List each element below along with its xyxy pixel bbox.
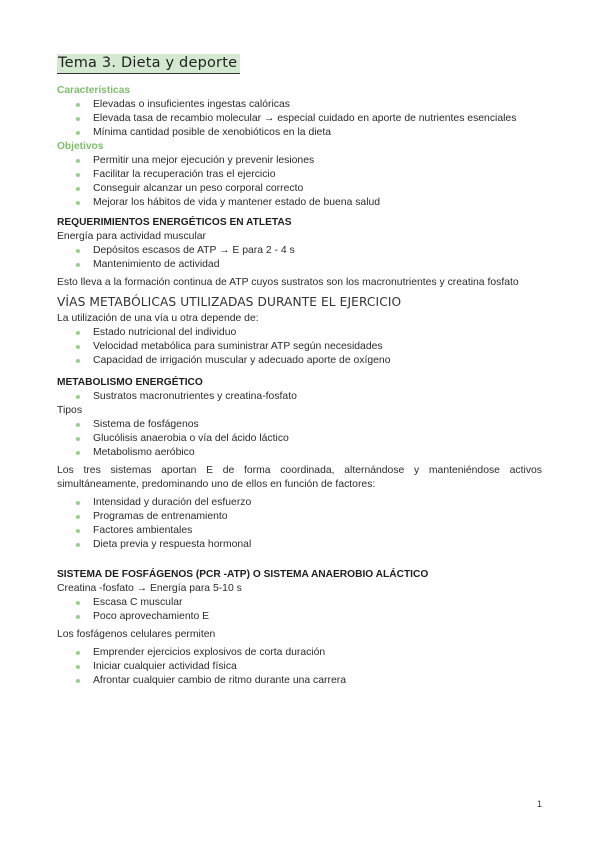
list-item: Depósitos escasos de ATP → E para 2 - 4 s bbox=[57, 244, 542, 258]
bullet-icon bbox=[76, 187, 80, 191]
bullet-icon bbox=[76, 359, 80, 363]
bullet-icon bbox=[76, 249, 80, 253]
bullet-icon bbox=[76, 543, 80, 547]
list-item: Sustratos macronutrientes y creatina-fosfato bbox=[57, 390, 542, 404]
list-item: Dieta previa y respuesta hormonal bbox=[57, 538, 542, 552]
metabolismo-paragraph: Los tres sistemas aportan E de forma coordinada, alternándose y manteniéndose activos simultáneamente, predominando uno de ellos en función de factores: bbox=[57, 465, 542, 490]
bullet-icon bbox=[76, 601, 80, 605]
requerimientos-heading: REQUERIMIENTOS ENERGÉTICOS EN ATLETAS bbox=[57, 217, 292, 228]
list-item: Elevada tasa de recambio molecular → especial cuidado en aporte de nutrientes esenciales bbox=[57, 112, 542, 126]
list-item: Mejorar los hábitos de vida y mantener estado de buena salud bbox=[57, 196, 542, 210]
vias-list bbox=[57, 326, 542, 368]
list-item: Sistema de fosfágenos bbox=[57, 418, 542, 432]
caracteristicas-heading: Características bbox=[57, 85, 131, 96]
bullet-icon bbox=[76, 665, 80, 669]
document-page bbox=[57, 54, 542, 688]
list-item: Escasa C muscular bbox=[57, 596, 542, 610]
fosfagenos-permiten: Los fosfágenos celulares permiten bbox=[57, 629, 216, 640]
metabolismo-heading: METABOLISMO ENERGÉTICO bbox=[57, 377, 203, 388]
bullet-icon bbox=[76, 103, 80, 107]
bullet-icon bbox=[76, 437, 80, 441]
permiten-list bbox=[57, 646, 542, 688]
factores-list bbox=[57, 496, 542, 552]
vias-intro: La utilización de una vía u otra depende de: bbox=[57, 313, 259, 324]
bullet-icon bbox=[76, 501, 80, 505]
list-item: Mantenimiento de actividad bbox=[57, 258, 542, 272]
list-item: Emprender ejercicios explosivos de corta duración bbox=[57, 646, 542, 660]
list-item: Elevadas o insuficientes ingestas calóricas bbox=[57, 98, 542, 112]
tipos-label: Tipos bbox=[57, 405, 83, 416]
caracteristicas-list bbox=[57, 98, 542, 140]
bullet-icon bbox=[76, 423, 80, 427]
tipos-list bbox=[57, 418, 542, 460]
list-item: Conseguir alcanzar un peso corporal correcto bbox=[57, 182, 542, 196]
page-number: 1 bbox=[537, 799, 543, 809]
requerimientos-intro: Energía para actividad muscular bbox=[57, 231, 207, 242]
list-item: Velocidad metabólica para suministrar ATP según necesidades bbox=[57, 340, 542, 354]
list-item: Capacidad de irrigación muscular y adecuado aporte de oxígeno bbox=[57, 354, 542, 368]
objetivos-list bbox=[57, 154, 542, 210]
fosfagenos-heading: SISTEMA DE FOSFÁGENOS (PCR -ATP) O SISTEMA ANAEROBIO ALÁCTICO bbox=[57, 569, 429, 580]
list-item: Poco aprovechamiento E bbox=[57, 610, 542, 624]
bullet-icon bbox=[76, 395, 80, 399]
bullet-icon bbox=[76, 201, 80, 205]
bullet-icon bbox=[76, 117, 80, 121]
bullet-icon bbox=[76, 331, 80, 335]
list-item: Metabolismo aeróbico bbox=[57, 446, 542, 460]
bullet-icon bbox=[76, 159, 80, 163]
bullet-icon bbox=[76, 451, 80, 455]
bullet-icon bbox=[76, 679, 80, 683]
objetivos-heading: Objetivos bbox=[57, 141, 104, 152]
requerimientos-paragraph: Esto lleva a la formación continua de ATP cuyos sustratos son los macronutrientes y creatina fosfato bbox=[57, 277, 519, 288]
list-item: Programas de entrenamiento bbox=[57, 510, 542, 524]
bullet-icon bbox=[76, 173, 80, 177]
list-item: Facilitar la recuperación tras el ejercicio bbox=[57, 168, 542, 182]
list-item: Mínima cantidad posible de xenobióticos en la dieta bbox=[57, 126, 542, 140]
page-title: Tema 3. Dieta y deporte bbox=[57, 54, 240, 74]
bullet-icon bbox=[76, 263, 80, 267]
bullet-icon bbox=[76, 529, 80, 533]
list-item: Factores ambientales bbox=[57, 524, 542, 538]
metabolismo-list bbox=[57, 390, 542, 404]
bullet-icon bbox=[76, 615, 80, 619]
list-item: Afrontar cualquier cambio de ritmo durante una carrera bbox=[57, 674, 542, 688]
bullet-icon bbox=[76, 515, 80, 519]
list-item: Intensidad y duración del esfuerzo bbox=[57, 496, 542, 510]
bullet-icon bbox=[76, 651, 80, 655]
fosfagenos-list bbox=[57, 596, 542, 624]
requerimientos-list bbox=[57, 244, 542, 272]
list-item: Estado nutricional del individuo bbox=[57, 326, 542, 340]
bullet-icon bbox=[76, 131, 80, 135]
bullet-icon bbox=[76, 345, 80, 349]
list-item: Glucólisis anaerobia o vía del ácido láctico bbox=[57, 432, 542, 446]
list-item: Permitir una mejor ejecución y prevenir lesiones bbox=[57, 154, 542, 168]
fosfagenos-intro: Creatina -fosfato → Energía para 5-10 s bbox=[57, 583, 242, 594]
vias-heading: VÍAS METABÓLICAS UTILIZADAS DURANTE EL EJERCICIO bbox=[57, 295, 402, 309]
list-item: Iniciar cualquier actividad física bbox=[57, 660, 542, 674]
